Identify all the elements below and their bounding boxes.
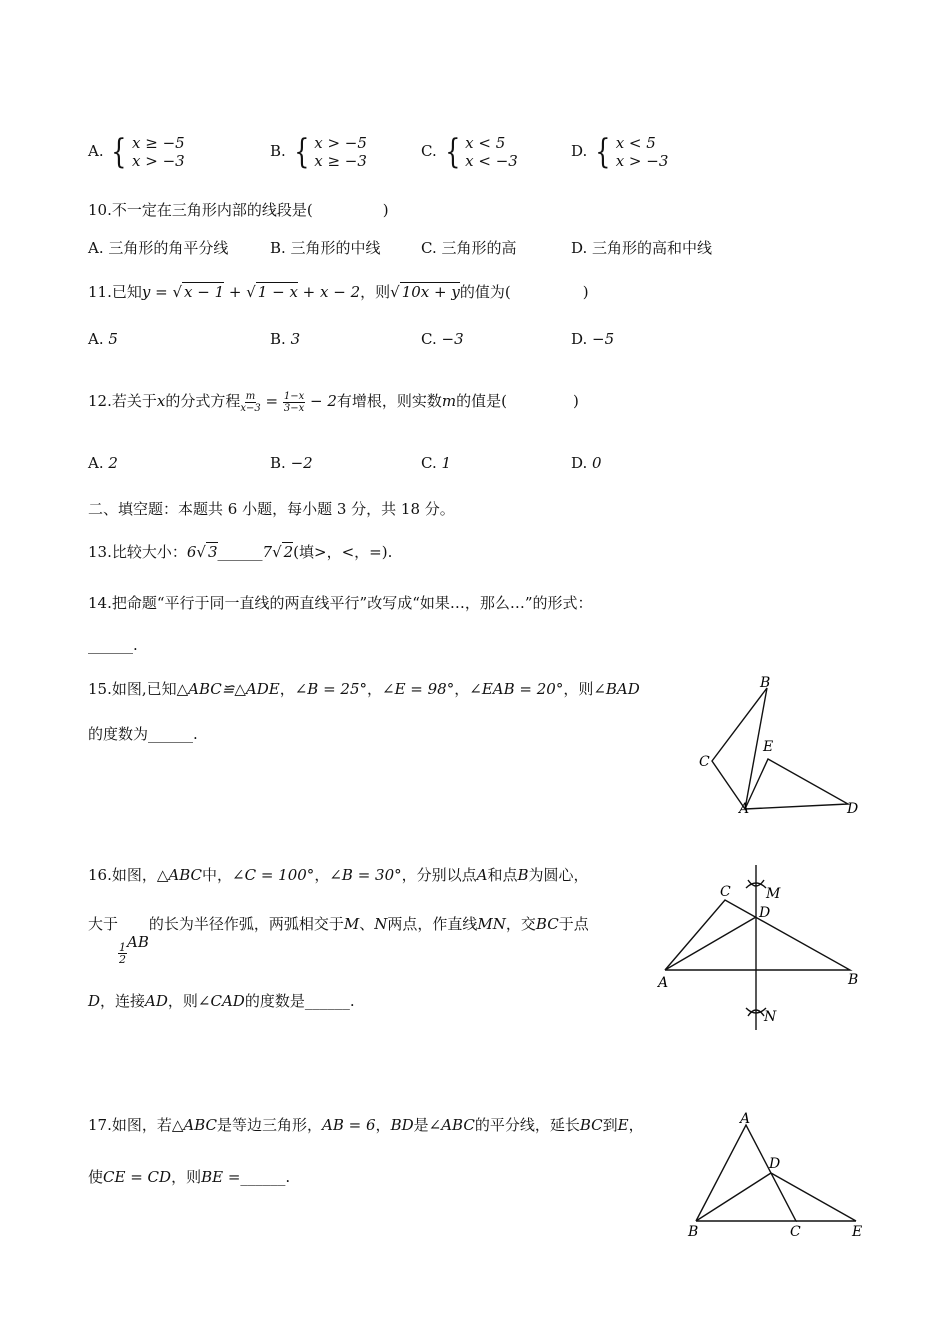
triangle-abc bbox=[665, 900, 850, 970]
answer-blank[interactable]: ______. bbox=[240, 1168, 291, 1186]
label-d: D bbox=[759, 905, 771, 921]
q12-option-b[interactable]: B. −2 bbox=[270, 454, 313, 472]
q10-option-d[interactable]: D. 三角形的高和中线 bbox=[571, 239, 713, 257]
q11-option-b[interactable]: B. 3 bbox=[270, 330, 301, 348]
q12-option-d[interactable]: D. 0 bbox=[571, 454, 602, 472]
label-a: A bbox=[658, 975, 669, 991]
q15-stem: 15.如图,已知△ABC≌△ADE，∠B = 25°，∠E = 98°，∠EAB = 20°，则∠BAD bbox=[88, 680, 640, 698]
label-n: N bbox=[764, 1009, 777, 1025]
fraction-half: $\frac{1}{2}$ bbox=[119, 941, 127, 966]
q10-stem: 10.不一定在三角形内部的线段是( ) bbox=[88, 201, 389, 219]
q16-line2: 大于 $\frac{1}{2}$ AB的长为半径作弧，两弧相交于M、N两点，作直线MN，交BC于点 bbox=[88, 915, 589, 966]
label-a: A bbox=[739, 801, 750, 817]
q11-option-c[interactable]: C. −3 bbox=[421, 330, 464, 348]
q10-option-b[interactable]: B. 三角形的中线 bbox=[270, 239, 381, 257]
q12-stem: 12.若关于x的分式方程 $\frac{m}{x-3}$ = $\frac{1-x}{3-x}$ − 2有增根，则实数m的值是( ) bbox=[88, 390, 579, 414]
q17-line1: 17.如图，若△ABC是等边三角形，AB = 6，BD是∠ABC的平分线，延长BC到E， bbox=[88, 1116, 644, 1134]
section-heading: 二、填空题：本题共 6 小题，每小题 3 分，共 18 分。 bbox=[88, 500, 455, 518]
q12-option-c[interactable]: C. 1 bbox=[421, 454, 452, 472]
q16-figure bbox=[650, 860, 870, 1035]
label-c: C bbox=[699, 754, 710, 770]
q16-line3: D，连接AD，则∠CAD的度数是______. bbox=[88, 992, 355, 1010]
fraction-m: $\frac{m}{x-3}$ bbox=[240, 390, 261, 414]
q11-option-d[interactable]: D. −5 bbox=[571, 330, 615, 348]
label-e: E bbox=[852, 1224, 863, 1240]
q17-line2: 使CE = CD，则BE =______. bbox=[88, 1168, 291, 1186]
q17-figure bbox=[680, 1105, 870, 1240]
label-d: D bbox=[769, 1156, 781, 1172]
label-a: A bbox=[740, 1111, 751, 1127]
q14-stem: 14.把命题“平行于同一直线的两直线平行”改写成“如果…，那么…”的形式： bbox=[88, 594, 593, 612]
q9-option-a[interactable]: A. { x ≥ −5 x > −3 bbox=[88, 132, 185, 172]
label-m: M bbox=[766, 886, 781, 902]
label-e: E bbox=[763, 739, 774, 755]
label-c: C bbox=[720, 884, 731, 900]
label-b: B bbox=[848, 972, 859, 988]
q10-option-c[interactable]: C. 三角形的高 bbox=[421, 239, 517, 257]
q11-stem: 11.已知y = √ x − 1 + √ 1 − x + x − 2，则√ 10x + y的值为( ) bbox=[88, 283, 589, 301]
triangle-ade bbox=[745, 759, 848, 809]
label-b: B bbox=[760, 675, 771, 691]
q10-option-a[interactable]: A. 三角形的角平分线 bbox=[88, 239, 229, 257]
answer-blank[interactable]: ______. bbox=[88, 636, 138, 654]
q9-option-d[interactable]: D. { x < 5 x > −3 bbox=[571, 132, 669, 172]
q12-option-a[interactable]: A. 2 bbox=[88, 454, 118, 472]
label-d: D bbox=[847, 801, 859, 817]
q15-figure bbox=[690, 670, 880, 820]
label-c: C bbox=[790, 1224, 801, 1240]
q9-option-c[interactable]: C. { x < 5 x < −3 bbox=[421, 132, 518, 172]
triangle-abc bbox=[712, 688, 767, 809]
segment-ad bbox=[665, 917, 756, 970]
segment-bd bbox=[696, 1173, 771, 1221]
q13-stem: 13.比较大小：6√ 3______7√ 2(填>，<，=). bbox=[88, 543, 393, 561]
label-b: B bbox=[688, 1224, 699, 1240]
q11-option-a[interactable]: A. 5 bbox=[88, 330, 118, 348]
q16-line1: 16.如图，△ABC中，∠C = 100°，∠B = 30°，分别以点A和点B为圆心， bbox=[88, 866, 589, 884]
fraction-1-x: $\frac{1-x}{3-x}$ bbox=[283, 390, 305, 414]
answer-blank[interactable]: ______ bbox=[217, 543, 263, 561]
q15-line2: 的度数为______. bbox=[88, 725, 198, 743]
q9-option-b[interactable]: B. { x > −5 x ≥ −3 bbox=[270, 132, 367, 172]
triangle-abc bbox=[696, 1125, 796, 1221]
